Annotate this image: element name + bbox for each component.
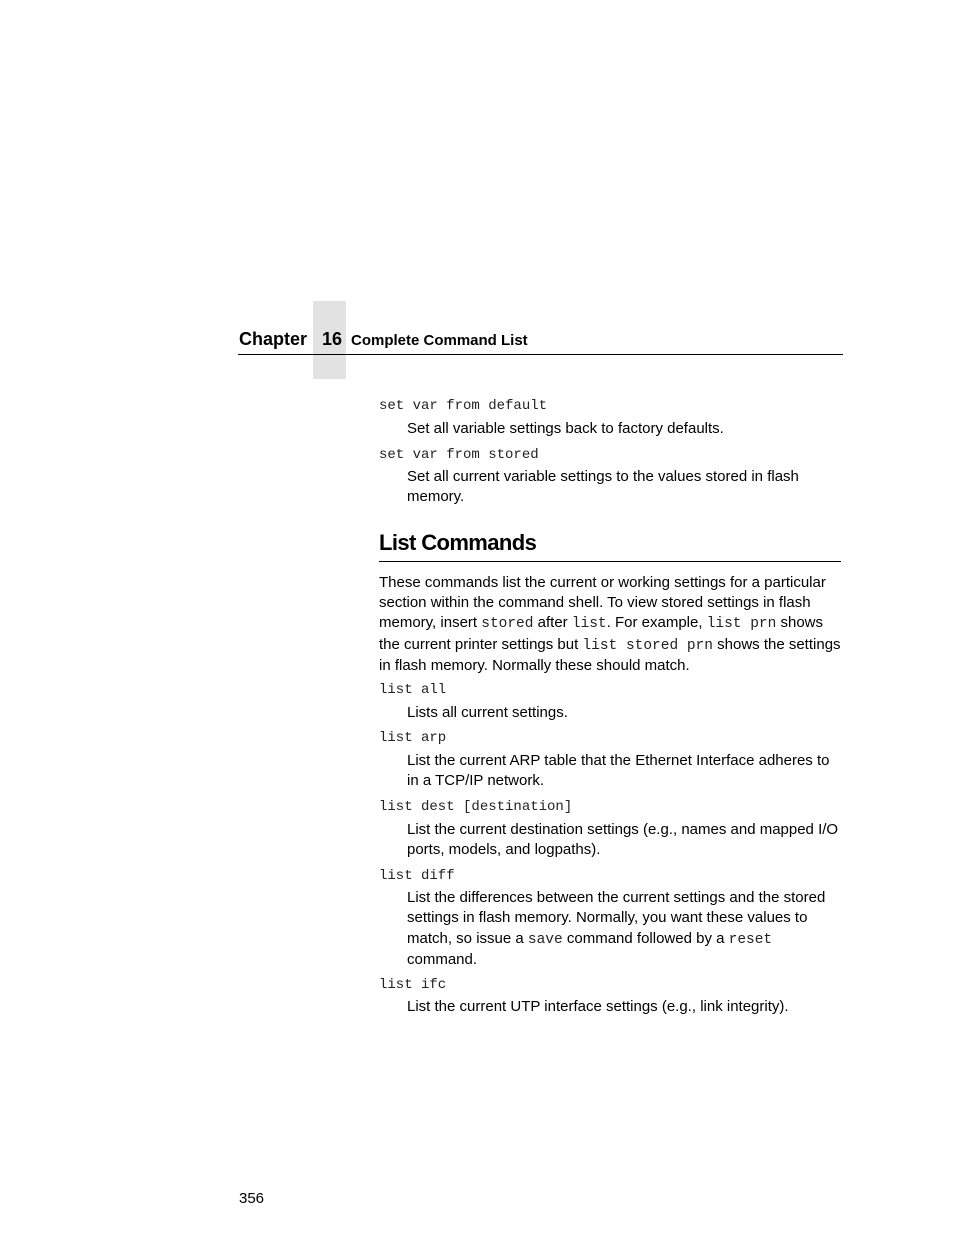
command-list-all: list all xyxy=(379,682,447,698)
command-description: Lists all current settings. xyxy=(407,704,568,721)
section-rule xyxy=(379,561,841,562)
command-set-var-from-default: set var from default xyxy=(379,398,548,414)
chapter-label: Chapter xyxy=(239,329,308,349)
chapter-number: 16 xyxy=(322,329,343,349)
command-description: Set all current variable settings to the values stored in flash memory. xyxy=(407,468,799,506)
command-description: List the current UTP interface settings (e.g., link integrity). xyxy=(407,998,789,1015)
command-description: List the current ARP table that the Ethernet Interface adheres to in a TCP/IP network. xyxy=(407,752,830,790)
command-description: Set all variable settings back to factory defaults. xyxy=(407,420,724,437)
command-list-dest: list dest [destination] xyxy=(379,799,573,815)
command-list-diff: list diff xyxy=(379,868,455,884)
command-list-arp: list arp xyxy=(379,730,447,746)
command-set-var-from-stored: set var from stored xyxy=(379,447,539,463)
command-list-ifc: list ifc xyxy=(379,977,447,993)
command-description: List the differences between the current settings and the stored settings in flash memory. Normally, you want these values to match, so issue a save command followed by a reset command. xyxy=(407,889,826,968)
header-rule xyxy=(238,354,843,355)
command-description: List the current destination settings (e.g., names and mapped I/O ports, models, and logpaths). xyxy=(407,821,839,859)
chapter-title: Complete Command List xyxy=(351,332,528,349)
page-number: 356 xyxy=(239,1190,265,1207)
section-title: List Commands xyxy=(379,530,537,555)
section-intro: These commands list the current or working settings for a particular section within the command shell. To view stored settings in flash memory, insert stored after list. For example, list prn shows the current printer settings but list stored prn shows the settings in flash memory. Normally these should match. xyxy=(379,574,841,674)
